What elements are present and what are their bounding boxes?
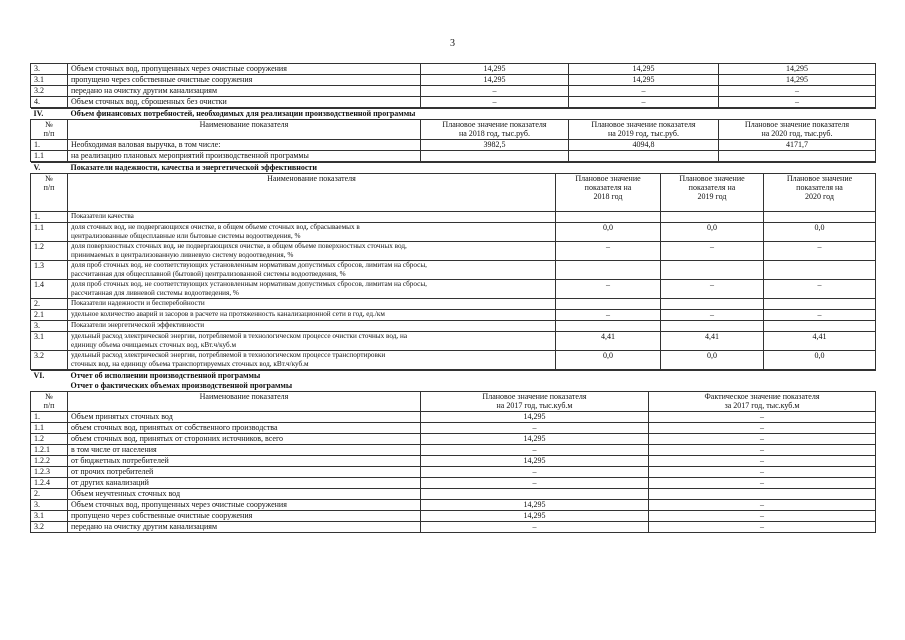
col-header-plan-2018: Плановое значение показателя на 2018 год, тыс.руб. xyxy=(421,120,569,140)
row-value: – xyxy=(421,522,649,533)
row-indicator-name: в том числе от населения xyxy=(68,445,421,456)
row-value: – xyxy=(649,412,876,423)
row-value: – xyxy=(556,310,661,321)
row-indicator-name: Объем сточных вод, пропущенных через очистные сооружения xyxy=(68,64,421,75)
row-number: 2. xyxy=(31,489,68,500)
row-value: – xyxy=(649,478,876,489)
row-value: – xyxy=(556,242,661,261)
row-indicator-name: доля проб сточных вод, не соответствующих установленным нормативам допустимых сбросов, лимитам на сбросы, рассчитанная для общесплавной (бытовой) централизованной системы водоотведения, % xyxy=(68,261,556,280)
row-value xyxy=(421,489,649,500)
row-indicator-name: пропущено через собственные очистные сооружения xyxy=(68,75,421,86)
row-number: 3.2 xyxy=(31,522,68,533)
top-volume-table xyxy=(30,63,876,108)
table-row xyxy=(31,97,876,108)
row-number: 1. xyxy=(31,140,68,151)
row-value xyxy=(764,212,876,223)
col-header-plan-2018: Плановое значение показателя на 2018 год xyxy=(556,174,661,212)
row-value: 14,295 xyxy=(421,412,649,423)
row-value: – xyxy=(421,97,569,108)
row-value xyxy=(719,151,876,162)
row-value: 0,0 xyxy=(556,351,661,370)
col-header-plan-2019: Плановое значение показателя на 2019 год xyxy=(661,174,764,212)
row-indicator-name: передано на очистку другим канализациям xyxy=(68,522,421,533)
section-vi-subtitle: Отчет о фактических объемах производственной программы xyxy=(68,381,876,392)
row-value: – xyxy=(764,242,876,261)
row-value: 0,0 xyxy=(661,223,764,242)
table-row xyxy=(31,212,876,223)
row-value: 3982,5 xyxy=(421,140,569,151)
row-value: 0,0 xyxy=(661,351,764,370)
row-value: 14,295 xyxy=(421,64,569,75)
row-value: 14,295 xyxy=(421,500,649,511)
col-header-name: Наименование показателя xyxy=(68,120,421,140)
row-number: 1.2 xyxy=(31,434,68,445)
row-number: 1.2.2 xyxy=(31,456,68,467)
col-header-name: Наименование показателя xyxy=(68,392,421,412)
row-number: 3. xyxy=(31,321,68,332)
table-row xyxy=(31,86,876,97)
section-v-title: Показатели надежности, качества и энергетической эффективности xyxy=(68,163,876,174)
row-value: – xyxy=(649,456,876,467)
table-row xyxy=(31,75,876,86)
table-row xyxy=(31,151,876,162)
row-indicator-name: объем сточных вод, принятых от собственного производства xyxy=(68,423,421,434)
table-row xyxy=(31,299,876,310)
row-number: 1. xyxy=(31,412,68,423)
row-value xyxy=(421,151,569,162)
row-indicator-name: Объем неучтенных сточных вод xyxy=(68,489,421,500)
table-row xyxy=(31,280,876,299)
row-value: 14,295 xyxy=(421,456,649,467)
row-value: – xyxy=(556,280,661,299)
row-value: 14,295 xyxy=(421,511,649,522)
row-value: – xyxy=(661,280,764,299)
row-value xyxy=(764,321,876,332)
section-v-number: V. xyxy=(31,163,68,174)
row-value: 4,41 xyxy=(661,332,764,351)
table-row xyxy=(31,64,876,75)
row-number: 2. xyxy=(31,299,68,310)
row-number: 3.1 xyxy=(31,511,68,522)
row-value: – xyxy=(421,445,649,456)
row-value: 0,0 xyxy=(556,223,661,242)
table-row xyxy=(31,321,876,332)
col-header-number: № п/п xyxy=(31,120,68,140)
row-value: – xyxy=(764,310,876,321)
row-value: – xyxy=(661,310,764,321)
row-value: – xyxy=(649,445,876,456)
section-vi-table xyxy=(30,370,876,533)
page-number: 3 xyxy=(450,38,455,49)
row-value: – xyxy=(649,434,876,445)
row-value xyxy=(764,299,876,310)
row-number: 1.2.4 xyxy=(31,478,68,489)
row-value: – xyxy=(649,500,876,511)
row-indicator-name: от прочих потребителей xyxy=(68,467,421,478)
row-indicator-name: доля поверхностных сточных вод, не подвергающихся очистке, в общем объеме поверхностных сточных вод, принимаемых в централизованную ливневую систему водоотведения, % xyxy=(68,242,556,261)
table-row xyxy=(31,500,876,511)
row-value: – xyxy=(421,467,649,478)
table-row xyxy=(31,511,876,522)
col-header-plan-2020: Плановое значение показателя на 2020 год xyxy=(764,174,876,212)
col-header-plan-2019: Плановое значение показателя на 2019 год, тыс.руб. xyxy=(569,120,719,140)
row-number: 1.1 xyxy=(31,423,68,434)
row-indicator-name: Объем принятых сточных вод xyxy=(68,412,421,423)
row-indicator-name: Необходимая валовая выручка, в том числе: xyxy=(68,140,421,151)
row-number: 1.2.1 xyxy=(31,445,68,456)
table-row xyxy=(31,489,876,500)
row-number: 1.1 xyxy=(31,151,68,162)
row-value xyxy=(661,321,764,332)
section-iv-title: Объем финансовых потребностей, необходимых для реализации производственной программы xyxy=(68,109,876,120)
row-number: 4. xyxy=(31,97,68,108)
row-indicator-name: удельный расход электрической энергии, потребляемой в технологическом процессе транспортировки сточных вод, на единицу объема транспортируемых сточных вод, кВт.ч/куб.м xyxy=(68,351,556,370)
row-value: – xyxy=(421,86,569,97)
row-value: – xyxy=(421,423,649,434)
section-iv-table xyxy=(30,108,876,162)
col-header-number: № п/п xyxy=(31,174,68,212)
row-value: 14,295 xyxy=(719,75,876,86)
table-row xyxy=(31,242,876,261)
row-value xyxy=(764,261,876,280)
row-number: 2.1 xyxy=(31,310,68,321)
row-value: 14,295 xyxy=(421,434,649,445)
row-value: – xyxy=(569,97,719,108)
row-value xyxy=(556,321,661,332)
row-number: 3.2 xyxy=(31,86,68,97)
section-iv-number: IV. xyxy=(31,109,68,120)
section-vi-number: VI. xyxy=(31,371,68,382)
row-indicator-name: Объем сточных вод, сброшенных без очистки xyxy=(68,97,421,108)
row-value: – xyxy=(649,522,876,533)
row-value xyxy=(556,299,661,310)
row-value xyxy=(661,261,764,280)
col-header-plan-2020: Плановое значение показателя на 2020 год, тыс.руб. xyxy=(719,120,876,140)
row-indicator-name: от других канализаций xyxy=(68,478,421,489)
table-row xyxy=(31,332,876,351)
section-v-table xyxy=(30,162,876,370)
row-value xyxy=(649,489,876,500)
row-indicator-name: передано на очистку другим канализациям xyxy=(68,86,421,97)
table-row xyxy=(31,351,876,370)
row-value: 14,295 xyxy=(421,75,569,86)
row-indicator-name: удельный расход электрической энергии, потребляемой в технологическом процессе очистки сточных вод, на единицу объема очищаемых сточных вод, кВт.ч/куб.м xyxy=(68,332,556,351)
col-header-plan-2017: Плановое значение показателя на 2017 год, тыс.куб.м xyxy=(421,392,649,412)
row-value: – xyxy=(719,97,876,108)
row-number: 3. xyxy=(31,64,68,75)
row-indicator-name: Объем сточных вод, пропущенных через очистные сооружения xyxy=(68,500,421,511)
row-number: 1.3 xyxy=(31,261,68,280)
table-row xyxy=(31,434,876,445)
table-row xyxy=(31,445,876,456)
row-value: – xyxy=(649,423,876,434)
row-value: 4171,7 xyxy=(719,140,876,151)
row-value: 0,0 xyxy=(764,223,876,242)
table-row xyxy=(31,456,876,467)
row-number: 3.2 xyxy=(31,351,68,370)
row-value xyxy=(569,151,719,162)
row-value: – xyxy=(649,511,876,522)
table-row xyxy=(31,261,876,280)
row-indicator-name: Показатели энергетической эффективности xyxy=(68,321,556,332)
row-indicator-name: от бюджетных потребителей xyxy=(68,456,421,467)
row-value: 14,295 xyxy=(569,64,719,75)
row-indicator-name: на реализацию плановых мероприятий производственной программы xyxy=(68,151,421,162)
row-value xyxy=(661,299,764,310)
row-indicator-name: Показатели надежности и бесперебойности xyxy=(68,299,556,310)
table-row xyxy=(31,467,876,478)
row-value: 14,295 xyxy=(719,64,876,75)
section-vi-title: Отчет об исполнении производственной программы xyxy=(68,371,876,382)
row-indicator-name: удельное количество аварий и засоров в расчете на протяженность канализационной сети в год, ед./км xyxy=(68,310,556,321)
row-number: 3. xyxy=(31,500,68,511)
row-value: 14,295 xyxy=(569,75,719,86)
col-header-number: № п/п xyxy=(31,392,68,412)
table-row xyxy=(31,478,876,489)
table-row xyxy=(31,412,876,423)
row-indicator-name: доля проб сточных вод, не соответствующих установленным нормативам допустимых сбросов, лимитам на сбросы, рассчитанная для ливневой системы водоотведения, % xyxy=(68,280,556,299)
row-value xyxy=(556,261,661,280)
col-header-fact-2017: Фактическое значение показателя за 2017 год, тыс.куб.м xyxy=(649,392,876,412)
row-number: 1.1 xyxy=(31,223,68,242)
table-row xyxy=(31,140,876,151)
row-indicator-name: доля сточных вод, не подвергающихся очистке, в общем объеме сточных вод, сбрасываемых в централизованные общесплавные или бытовые системы водоотведения, % xyxy=(68,223,556,242)
row-value: – xyxy=(569,86,719,97)
col-header-name: Наименование показателя xyxy=(68,174,556,212)
row-value: 4094,8 xyxy=(569,140,719,151)
document-sheet xyxy=(30,63,875,533)
row-value: – xyxy=(661,242,764,261)
row-indicator-name: пропущено через собственные очистные сооружения xyxy=(68,511,421,522)
row-number: 3.1 xyxy=(31,75,68,86)
row-value: – xyxy=(649,467,876,478)
row-value: – xyxy=(719,86,876,97)
row-value: 4,41 xyxy=(764,332,876,351)
row-number: 1.2.3 xyxy=(31,467,68,478)
row-number: 3.1 xyxy=(31,332,68,351)
row-number: 1. xyxy=(31,212,68,223)
table-row xyxy=(31,522,876,533)
row-indicator-name: объем сточных вод, принятых от сторонних источников, всего xyxy=(68,434,421,445)
row-indicator-name: Показатели качества xyxy=(68,212,556,223)
row-value: – xyxy=(764,280,876,299)
row-value xyxy=(556,212,661,223)
row-value: 0,0 xyxy=(764,351,876,370)
table-row xyxy=(31,423,876,434)
row-number: 1.2 xyxy=(31,242,68,261)
table-row xyxy=(31,310,876,321)
row-value: – xyxy=(421,478,649,489)
row-value: 4,41 xyxy=(556,332,661,351)
row-value xyxy=(661,212,764,223)
table-row xyxy=(31,223,876,242)
row-number: 1.4 xyxy=(31,280,68,299)
